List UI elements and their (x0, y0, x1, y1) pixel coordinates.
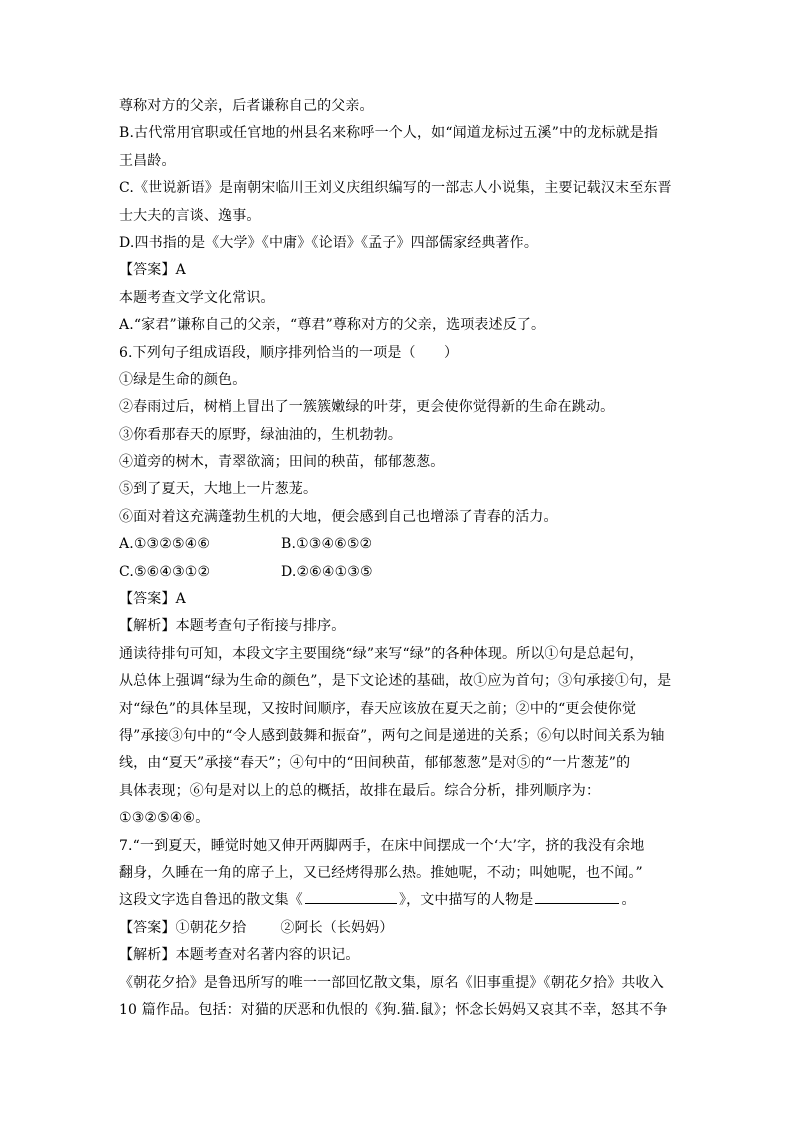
analysis-heading: 【解析】本题考查对名著内容的识记。 (119, 947, 360, 964)
question-6-stem: 6.下列句子组成语段，顺序排列恰当的一项是（ ） (119, 344, 459, 361)
options-row-2 (119, 559, 679, 586)
sentence-1: ①绿是生命的颜色。 (119, 371, 247, 388)
order-answer: ①③②⑤④⑥。 (119, 810, 210, 827)
fill-text-2: 》，文中描写的人物是 (398, 892, 534, 909)
analysis-text: 10 篇作品。包括：对猫的厌恶和仇恨的《狗.猫.鼠》；怀念长妈妈又哀其不幸，怒其不争 (119, 1001, 668, 1018)
option-b: B.①③④⑥⑤② (281, 536, 373, 553)
answer-7-second: ②阿长（长妈妈） (280, 919, 394, 936)
sentence-6: ⑥面对着这充满蓬勃生机的大地，便会感到自己也增添了青春的活力。 (119, 508, 558, 525)
answer-7 (119, 915, 679, 942)
text-line: 士大夫的言谈、逸事。 (119, 207, 261, 224)
analysis-text: 通读待排句可知，本段文字主要围绕“绿”来写“绿”的各种体现。所以①句是总起句， (119, 645, 644, 662)
sentence-5: ⑤到了夏天，大地上一片葱茏。 (119, 481, 318, 498)
fill-text-1: 这段文字选自鲁迅的散文集《 (119, 892, 303, 909)
page-content (119, 93, 679, 1024)
option-c: C.⑤⑥④③①② (119, 563, 211, 580)
analysis-text: 具体表现；⑥句是对以上的总的概括，故排在最后。综合分析，排列顺序为： (119, 782, 601, 799)
sentence-2: ②春雨过后，树梢上冒出了一簇簇嫩绿的叶芽，更会使你觉得新的生命在跳动。 (119, 399, 615, 416)
text-line: 王昌龄。 (119, 152, 176, 169)
analysis-text: 《朝花夕拾》是鲁迅所写的唯一一部回忆散文集，原名《旧事重提》《朝花夕拾》共收入 (119, 974, 664, 991)
question-7-fill (119, 887, 679, 914)
sentence-3: ③你看那春天的原野，绿油油的，生机勃勃。 (119, 426, 402, 443)
question-7-stem: 7.“一到夏天，睡觉时她又伸开两脚两手，在床中间摆成一个‘大’字，挤的我没有余地 (119, 837, 645, 854)
analysis-text: 本题考查文学文化常识。 (119, 289, 275, 306)
text-line: 尊称对方的父亲，后者谦称自己的父亲。 (119, 98, 374, 114)
analysis-text: A.“家君”谦称自己的父亲，“尊君”尊称对方的父亲，选项表述反了。 (119, 317, 546, 334)
analysis-text: 线，由“夏天”承接“春天”；④句中的“田间秧苗，郁郁葱葱”是对⑤的“一片葱茏”的 (119, 755, 631, 772)
blank-book-title[interactable] (305, 889, 397, 904)
options-row-1 (119, 531, 679, 558)
option-b-text: B.古代常用官职或任官地的州县名来称呼一个人，如“闻道龙标过五溪”中的龙标就是指 (119, 125, 659, 142)
option-c-text: C.《世说新语》是南朝宋临川王刘义庆组织编写的一部志人小说集，主要记载汉末至东晋 (119, 180, 672, 197)
answer-7-first: 【答案】①朝花夕拾 (119, 919, 247, 936)
option-d-text: D.四书指的是《大学》《中庸》《论语》《孟子》四部儒家经典著作。 (119, 234, 538, 251)
analysis-text: 得”承接③句中的“令人感到鼓舞和振奋”，两句之间是递进的关系；⑥句以时间关系为轴 (119, 727, 665, 744)
blank-character[interactable] (535, 889, 619, 904)
fill-text-3: 。 (621, 892, 636, 909)
analysis-heading: 【解析】本题考查句子衔接与排序。 (119, 618, 346, 635)
question-7-stem: 翻身，久睡在一角的席子上，又已经烤得那么热。推她呢，不动；叫她呢，也不闻。” (119, 864, 643, 881)
option-d: D.②⑥④①③⑤ (281, 563, 373, 580)
analysis-text: 从总体上强调“绿为生命的颜色”，是下文论述的基础，故①应为首句；③句承接①句，是 (119, 673, 672, 690)
option-a: A.①③②⑤④⑥ (119, 536, 211, 553)
answer-label: 【答案】A (119, 262, 186, 279)
analysis-text: 对“绿色”的具体呈现，又按时间顺序，春天应该放在夏天之前；②中的“更会使你觉 (119, 700, 637, 717)
sentence-4: ④道旁的树木，青翠欲滴；田间的秧苗，郁郁葱葱。 (119, 454, 445, 471)
answer-label: 【答案】A (119, 591, 186, 608)
